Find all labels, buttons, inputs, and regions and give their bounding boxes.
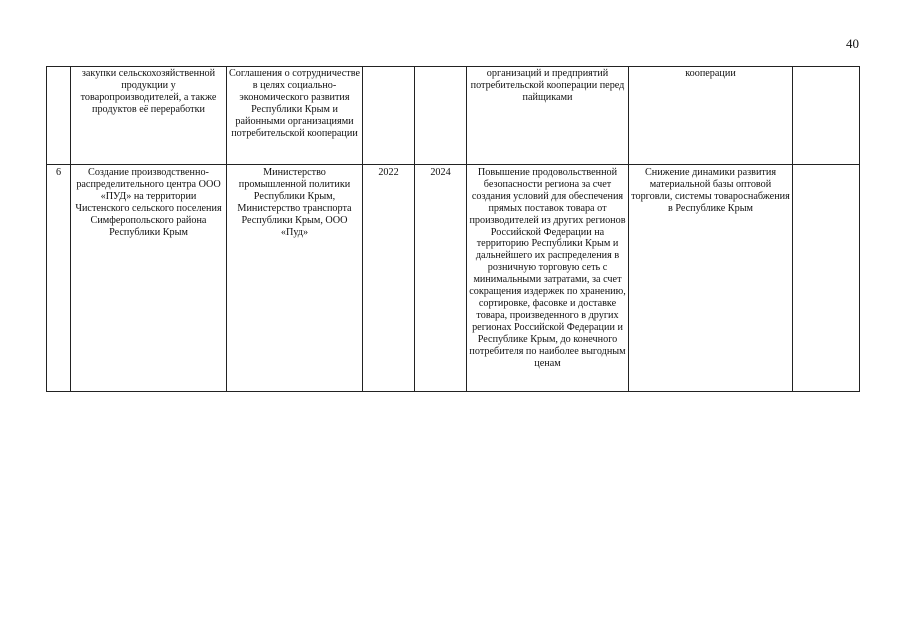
- measure-name-cell: Создание производственно-распределительного центра ООО «ПУД» на территории Чистенского сельского поселения Симферопольского района Республики Крым: [71, 165, 227, 392]
- measure-name-cell: закупки сельскохозяйственной продукции у товаропроизводителей, а также продуктов её переработки: [71, 67, 227, 165]
- start-year-cell: 2022: [363, 165, 415, 392]
- executors-cell: Соглашения о сотрудничестве в целях социально-экономического развития Республики Крым и районными организациями потребительской кооперации: [227, 67, 363, 165]
- consequence-cell: кооперации: [629, 67, 793, 165]
- table-row: [47, 165, 860, 392]
- table-row: [47, 67, 860, 165]
- end-year-cell: 2024: [415, 165, 467, 392]
- link-cell: [793, 67, 860, 165]
- start-year-cell: [363, 67, 415, 165]
- executors-cell: Министерство промышленной политики Республики Крым, Министерство транспорта Республики Крым, ООО «Пуд»: [227, 165, 363, 392]
- end-year-cell: [415, 67, 467, 165]
- row-number-cell: 6: [47, 165, 71, 392]
- link-cell: [793, 165, 860, 392]
- measures-table: [46, 66, 860, 392]
- page-number: 40: [846, 36, 859, 51]
- expected-result-cell: Повышение продовольственной безопасности региона за счет создания условий для обеспечения прямых поставок товара от производителей из других регионов Российской Федерации на территорию Республики Крым и дальнейшего их распределения в розничную торговую сеть с минимальными затратами, за счет сокращения издержек по хранению, сортировке, фасовке и доставке товара, произведенного в других регионах Российской Федерации и Республике Крым, до конечного потребителя по наиболее выгодным ценам: [467, 165, 629, 392]
- row-number-cell: [47, 67, 71, 165]
- consequence-cell: Снижение динамики развития материальной базы оптовой торговли, системы товароснабжения в Республике Крым: [629, 165, 793, 392]
- expected-result-cell: организаций и предприятий потребительской кооперации перед пайщиками: [467, 67, 629, 165]
